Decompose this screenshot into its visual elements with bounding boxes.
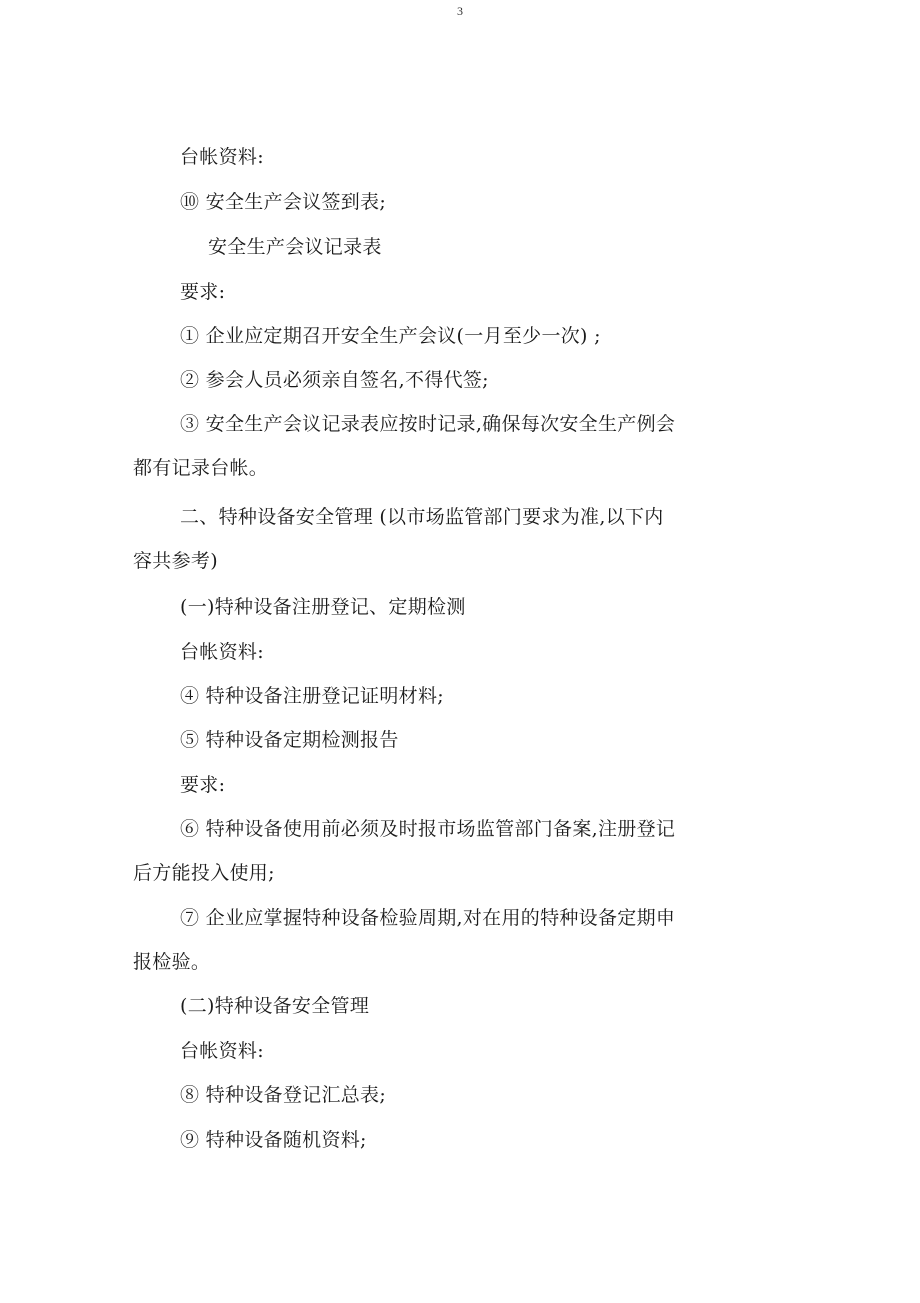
list-item: ⑧ 特种设备登记汇总表; bbox=[180, 1084, 387, 1106]
section-title: 二、特种设备安全管理 (以市场监管部门要求为准,以下内 bbox=[180, 506, 664, 528]
list-item: ⑤ 特种设备定期检测报告 bbox=[180, 729, 399, 751]
requirements-heading-1: 要求: bbox=[180, 281, 226, 303]
ledger-heading-2: 台帐资料: bbox=[180, 641, 264, 663]
list-item-continuation: 都有记录台帐。 bbox=[133, 457, 269, 479]
subsection-title-1: (一)特种设备注册登记、定期检测 bbox=[180, 596, 466, 618]
ledger-heading-1: 台帐资料: bbox=[180, 146, 264, 168]
list-item: ⑨ 特种设备随机资料; bbox=[180, 1129, 367, 1151]
list-item: ③ 安全生产会议记录表应按时记录,确保每次安全生产例会 bbox=[180, 413, 676, 435]
list-item-continuation: 后方能投入使用; bbox=[133, 862, 275, 884]
list-item-continuation: 安全生产会议记录表 bbox=[208, 236, 382, 258]
ledger-heading-3: 台帐资料: bbox=[180, 1040, 264, 1062]
section-title-continuation: 容共参考) bbox=[133, 550, 218, 572]
page-number: 3 bbox=[457, 4, 463, 18]
subsection-title-2: (二)特种设备安全管理 bbox=[180, 995, 370, 1017]
list-item: ⑥ 特种设备使用前必须及时报市场监管部门备案,注册登记 bbox=[180, 818, 676, 840]
requirements-heading-2: 要求: bbox=[180, 774, 226, 796]
list-item-continuation: 报检验。 bbox=[133, 951, 211, 973]
list-item: ① 企业应定期召开安全生产会议(一月至少一次) ; bbox=[180, 325, 601, 347]
list-item: ⑩ 安全生产会议签到表; bbox=[180, 191, 387, 213]
list-item: ② 参会人员必须亲自签名,不得代签; bbox=[180, 369, 489, 391]
list-item: ④ 特种设备注册登记证明材料; bbox=[180, 685, 444, 707]
list-item: ⑦ 企业应掌握特种设备检验周期,对在用的特种设备定期申 bbox=[180, 907, 676, 929]
